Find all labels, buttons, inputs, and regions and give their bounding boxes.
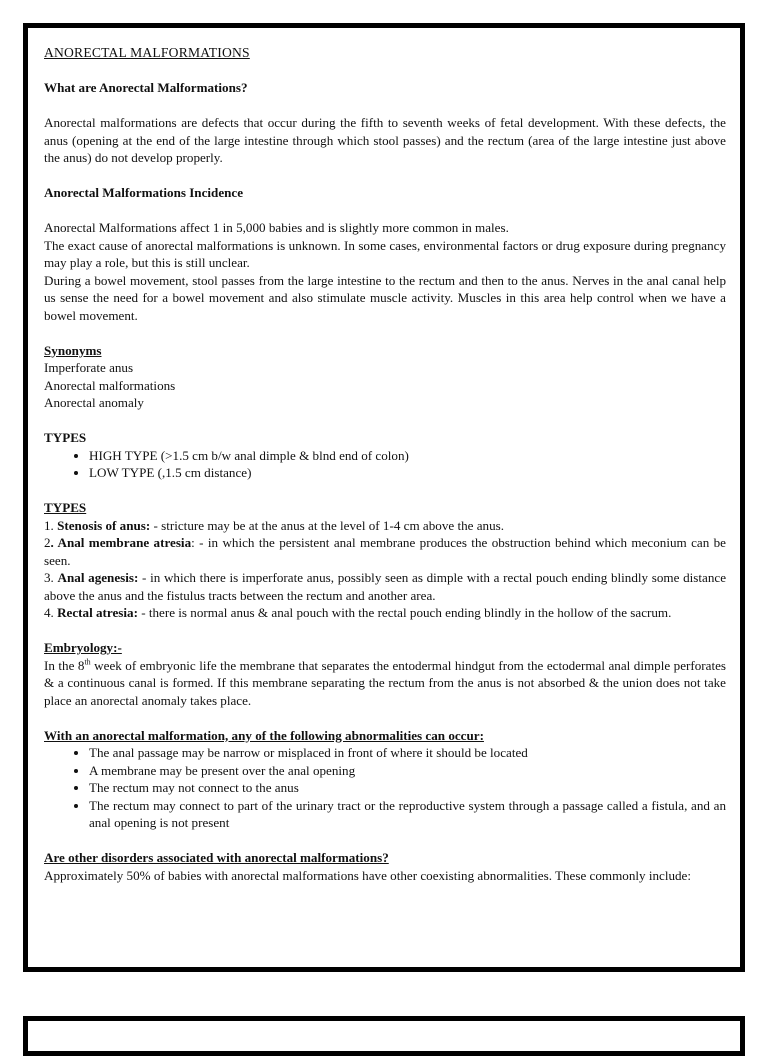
paragraph-incidence-2: The exact cause of anorectal malformations is unknown. In some cases, environmental factors or drug exposure during pregnancy may play a role, but this is still unclear. — [44, 237, 726, 270]
type-entry — [44, 604, 726, 622]
list-item: • A membrane may be present over the anal opening — [89, 762, 726, 780]
type-term: Stenosis of anus: — [57, 517, 151, 533]
synonym-item: Anorectal anomaly — [44, 395, 144, 410]
list-item: • The anal passage may be narrow or misplaced in front of where it should be located — [89, 744, 726, 762]
abnormalities-list — [44, 744, 726, 832]
section-heading-other-disorders: Are other disorders associated with anorectal malformations? — [44, 850, 389, 865]
document-title: ANORECTAL MALFORMATIONS — [44, 45, 250, 60]
type-number: 2 — [44, 535, 51, 550]
section-heading-what: What are Anorectal Malformations? — [44, 80, 248, 95]
type-term: Rectal atresia: — [57, 605, 138, 620]
document-page — [23, 23, 745, 972]
list-item: • LOW TYPE (,1.5 cm distance) — [89, 464, 726, 482]
types-list — [44, 447, 726, 482]
type-entry — [44, 534, 726, 569]
paragraph-incidence-3: During a bowel movement, stool passes from the large intestine to the rectum and then to the anus. Nerves in the anal canal help us sense the need for a bowel movement and also stimulate muscle activity. Muscles in this area help control when we have a bowel movement. — [44, 272, 726, 323]
section-heading-abnormalities: With an anorectal malformation, any of the following abnormalities can occur: — [44, 727, 484, 743]
type-entry — [44, 517, 726, 535]
type-number: 1. — [44, 517, 58, 533]
embryology-text-rest: week of embryonic life the membrane that separates the entodermal hindgut from the ectodermal anal dimple perforates & a continuous canal is formed. If this membrane separating the rectum from the anus is not absorbed & the union does not take place an anorectal anomaly takes place. — [44, 657, 727, 708]
type-description: - in which there is imperforate anus, possibly seen as dimple with a rectal pouch ending blindly some distance above the anus and the fistulus tracts between the rectum and another area. — [44, 570, 727, 603]
list-item: • The rectum may connect to part of the urinary tract or the reproductive system through a passage called a fistula, and an anal opening is not present — [89, 797, 726, 832]
section-heading-incidence: Anorectal Malformations Incidence — [44, 185, 244, 200]
section-heading-types: TYPES — [44, 430, 87, 445]
paragraph-embryology — [44, 657, 726, 710]
ordinal-superscript: th — [84, 657, 91, 667]
paragraph-what: Anorectal malformations are defects that occur during the fifth to seventh weeks of fetal development. With these defects, the anus (opening at the end of the large intestine through which stool passes) and the rectum (area of the large intestine just above the anus) do not develop properly. — [44, 115, 726, 165]
synonym-item: Anorectal malformations — [44, 377, 176, 393]
type-description: - stricture may be at the anus at the level of 1-4 cm above the anus. — [150, 517, 505, 533]
next-page-border — [23, 1016, 745, 1056]
type-number: 3. — [44, 570, 58, 585]
embryology-text-start: In the 8 — [44, 657, 85, 673]
section-heading-synonyms: Synonyms — [44, 342, 102, 358]
document-content — [44, 44, 726, 884]
type-term: . Anal membrane atresia — [50, 535, 192, 550]
synonym-item: Imperforate anus — [44, 360, 134, 375]
type-description: : - in which the persistent anal membrane produces the obstruction behind which meconium can be seen. — [44, 535, 726, 568]
list-item: • The rectum may not connect to the anus — [89, 779, 726, 797]
list-item: • HIGH TYPE (>1.5 cm b/w anal dimple & blnd end of colon) — [89, 447, 726, 465]
section-heading-embryology: Embryology:- — [44, 640, 122, 655]
type-entry — [44, 569, 726, 604]
type-number: 4. — [44, 605, 58, 620]
section-heading-types-detail: TYPES — [44, 500, 87, 515]
paragraph-other-disorders: Approximately 50% of babies with anorectal malformations have other coexisting abnormalities. These commonly include: — [44, 867, 691, 883]
paragraph-incidence-1: Anorectal Malformations affect 1 in 5,000 babies and is slightly more common in males. — [44, 220, 509, 235]
type-term: Anal agenesis: — [57, 570, 139, 585]
type-description: - there is normal anus & anal pouch with the rectal pouch ending blindly in the hollow of the sacrum. — [137, 605, 672, 620]
